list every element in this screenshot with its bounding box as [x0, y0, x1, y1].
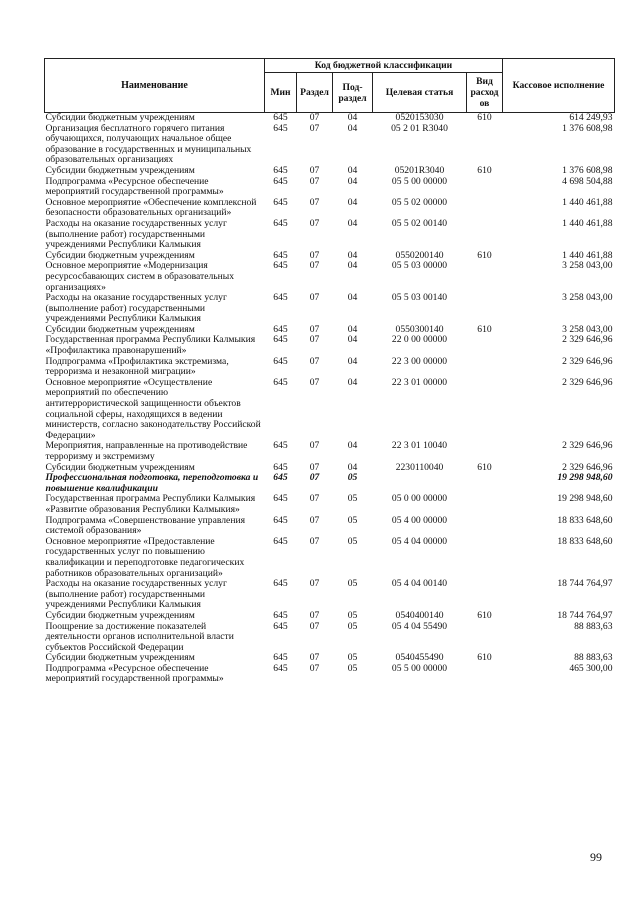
cell-statya: 05 5 03 00000	[391, 260, 448, 272]
cell-razdel: 07	[309, 652, 320, 664]
cell-vid	[467, 664, 503, 685]
cell-statya: 22 3 01 00000	[391, 376, 448, 388]
table-row	[45, 664, 615, 685]
cell-podrazdel: 05	[347, 662, 358, 674]
cell-name: Подпрограмма «Совершенствование управления системой образования»	[45, 514, 245, 537]
cell-sum: 465 300,00	[569, 662, 613, 674]
cell-name: Субсидии бюджетным учреждениям	[45, 323, 195, 335]
cell-razdel: 07	[309, 620, 320, 632]
cell-statya: 05 4 04 00000	[391, 535, 448, 547]
cell-name: Подпрограмма «Профилактика экстремизма, терроризма и незаконной миграции»	[45, 355, 229, 378]
cell-sum: 4 698 504,88	[562, 175, 613, 187]
cell-razdel: 07	[309, 112, 320, 123]
cell-vid: 610	[477, 112, 492, 123]
cell-name: Субсидии бюджетным учреждениям	[45, 652, 195, 664]
cell-statya: 05 5 02 00140	[391, 217, 448, 229]
table-row	[45, 494, 615, 515]
cell-sum: 2 329 646,96	[562, 355, 613, 367]
cell-name: Организация бесплатного горячего питания обучающихся, получающих начальное общее образование в государственных и муниципальных образовательных организациях	[45, 122, 252, 166]
cell-statya: 0520153030	[395, 112, 444, 123]
cell-name: Субсидии бюджетным учреждениям	[45, 249, 195, 261]
table-row	[45, 357, 615, 378]
cell-razdel: 07	[309, 662, 320, 674]
table-row	[45, 335, 615, 356]
cell-sum: 19 298 948,60	[557, 493, 613, 505]
cell-razdel: 07	[309, 164, 320, 176]
cell-name: Государственная программа Республики Калмыкия «Развитие образования Республики Калмыкия»	[45, 493, 256, 515]
cell-podrazdel: 04	[347, 440, 358, 452]
cell-razdel: 07	[309, 535, 320, 547]
cell-vid	[467, 198, 503, 219]
cell-statya: 22 0 00 00000	[391, 334, 448, 346]
cell-podrazdel: 04	[347, 323, 358, 335]
cell-name: Расходы на оказание государственных услуг (выполнение работ) государственными учреждениями Республики Калмыкия	[45, 578, 227, 611]
cell-name: Субсидии бюджетным учреждениям	[45, 112, 195, 123]
cell-razdel: 07	[309, 260, 320, 272]
cell-min: 645	[273, 175, 288, 187]
cell-podrazdel: 05	[347, 493, 358, 505]
cell-razdel: 07	[309, 175, 320, 187]
cell-sum: 1 376 608,98	[562, 122, 613, 134]
cell-min: 645	[273, 112, 288, 123]
table-row	[45, 113, 615, 124]
cell-vid	[467, 378, 503, 442]
cell-razdel: 07	[309, 472, 320, 484]
cell-razdel: 07	[309, 461, 320, 473]
cell-min: 645	[273, 440, 288, 452]
header-kassovoe: Кассовое исполнение	[503, 59, 615, 113]
cell-min: 645	[273, 355, 288, 367]
budget-table	[44, 58, 615, 685]
table-row	[45, 622, 615, 654]
cell-vid: 610	[477, 461, 492, 473]
table-row	[45, 261, 615, 293]
cell-podrazdel: 04	[347, 376, 358, 388]
cell-vid	[467, 494, 503, 515]
cell-name: Основное мероприятие «Предоставление государственных услуг по повышению квалификации и переподготовке педагогических работников образовательных организаций»	[45, 535, 245, 579]
table-row	[45, 441, 615, 462]
cell-razdel: 07	[309, 440, 320, 452]
cell-sum: 2 329 646,96	[562, 461, 613, 473]
cell-sum: 18 744 764,97	[557, 578, 613, 590]
table-row	[45, 473, 615, 494]
cell-podrazdel: 05	[347, 652, 358, 664]
cell-podrazdel: 04	[347, 249, 358, 261]
cell-vid: 610	[477, 249, 492, 261]
cell-statya: 05 5 02 00000	[391, 196, 448, 208]
table-row	[45, 219, 615, 251]
cell-min: 645	[273, 376, 288, 388]
cell-statya: 22 3 01 10040	[391, 440, 448, 452]
cell-min: 645	[273, 609, 288, 621]
header-razdel: Раздел	[297, 73, 333, 113]
cell-min: 645	[273, 652, 288, 664]
cell-vid	[467, 537, 503, 579]
header-kod-group: Код бюджетной классификации	[265, 59, 503, 73]
cell-min: 645	[273, 535, 288, 547]
cell-name: Основное мероприятие «Осуществление мероприятий по обеспечению антитеррористической защищенности объектов социальной сферы, находящихся в ведении министерств, согласно законодательству Российской Федерации»	[45, 376, 261, 441]
cell-podrazdel: 04	[347, 196, 358, 208]
cell-podrazdel: 04	[347, 461, 358, 473]
cell-razdel: 07	[309, 323, 320, 335]
cell-sum: 18 833 648,60	[557, 514, 613, 526]
cell-vid	[467, 124, 503, 166]
cell-sum: 1 376 608,98	[562, 164, 613, 176]
cell-razdel: 07	[309, 514, 320, 526]
cell-min: 645	[273, 578, 288, 590]
cell-name: Расходы на оказание государственных услуг (выполнение работ) государственными учреждениями Республики Калмыкия	[45, 217, 227, 251]
cell-statya: 05 5 03 00140	[391, 292, 448, 304]
cell-sum: 19 298 948,60	[557, 472, 613, 484]
cell-podrazdel: 04	[347, 112, 358, 123]
cell-min: 645	[273, 292, 288, 304]
cell-podrazdel: 04	[347, 292, 358, 304]
cell-podrazdel: 04	[347, 355, 358, 367]
cell-vid	[467, 622, 503, 654]
table-row	[45, 537, 615, 579]
cell-vid	[467, 177, 503, 198]
cell-vid	[467, 441, 503, 462]
cell-name: Субсидии бюджетным учреждениям	[45, 164, 195, 176]
cell-min: 645	[273, 472, 288, 484]
cell-podrazdel: 05	[347, 609, 358, 621]
cell-razdel: 07	[309, 355, 320, 367]
cell-razdel: 07	[309, 122, 320, 134]
cell-sum: 3 258 043,00	[562, 260, 613, 272]
cell-sum: 18 833 648,60	[557, 535, 613, 547]
cell-vid: 610	[477, 609, 492, 621]
table-row	[45, 516, 615, 537]
header-statya: Целевая статья	[373, 73, 467, 113]
cell-statya: 05 5 00 00000	[391, 175, 448, 187]
cell-min: 645	[273, 620, 288, 632]
table-body	[45, 113, 615, 686]
cell-min: 645	[273, 122, 288, 134]
cell-razdel: 07	[309, 196, 320, 208]
cell-podrazdel: 04	[347, 217, 358, 229]
cell-sum: 2 329 646,96	[562, 440, 613, 452]
cell-sum: 1 440 461,88	[562, 249, 613, 261]
document-page	[44, 58, 614, 685]
cell-statya: 0550300140	[395, 323, 444, 335]
cell-vid	[467, 357, 503, 378]
cell-statya: 05 4 04 55490	[391, 620, 448, 632]
cell-sum: 18 744 764,97	[557, 609, 613, 621]
cell-vid	[467, 579, 503, 611]
cell-razdel: 07	[309, 578, 320, 590]
cell-name: Мероприятия, направленные на противодействие терроризму и экстремизму	[45, 440, 248, 462]
table-row	[45, 166, 615, 177]
cell-vid	[467, 335, 503, 356]
cell-sum: 1 440 461,88	[562, 217, 613, 229]
cell-podrazdel: 05	[347, 535, 358, 547]
cell-sum: 1 440 461,88	[562, 196, 613, 208]
cell-statya: 05 4 00 00000	[391, 514, 448, 526]
cell-min: 645	[273, 461, 288, 473]
header-vid: Вид расход ов	[467, 73, 503, 113]
cell-statya: 05 0 00 00000	[391, 493, 448, 505]
cell-podrazdel: 04	[347, 175, 358, 187]
cell-podrazdel: 05	[347, 514, 358, 526]
cell-statya: 0550200140	[395, 249, 444, 261]
cell-razdel: 07	[309, 493, 320, 505]
cell-sum: 2 329 646,96	[562, 334, 613, 346]
cell-min: 645	[273, 260, 288, 272]
cell-min: 645	[273, 249, 288, 261]
page-number: 99	[590, 850, 602, 864]
cell-statya: 05 5 00 00000	[391, 662, 448, 674]
cell-podrazdel: 04	[347, 334, 358, 346]
cell-name: Основное мероприятие «Обеспечение комплексной безопасности образовательных организаций»	[45, 196, 257, 219]
cell-name: Государственная программа Республики Калмыкия «Профилактика правонарушений»	[45, 334, 256, 357]
cell-name: Расходы на оказание государственных услуг (выполнение работ) государственными учреждениями Республики Калмыкия	[45, 292, 227, 325]
cell-statya: 0540400140	[395, 609, 444, 621]
cell-name: Подпрограмма «Ресурсное обеспечение мероприятий государственной программы»	[45, 175, 224, 198]
cell-razdel: 07	[309, 376, 320, 388]
cell-sum: 88 883,63	[574, 620, 613, 632]
header-min: Мин	[265, 73, 297, 113]
cell-min: 645	[273, 217, 288, 229]
table-row	[45, 124, 615, 166]
cell-min: 645	[273, 196, 288, 208]
cell-min: 645	[273, 334, 288, 346]
cell-sum: 3 258 043,00	[562, 292, 613, 304]
cell-vid: 610	[477, 652, 492, 664]
table-row	[45, 293, 615, 325]
cell-statya: 0540455490	[395, 652, 444, 664]
cell-vid: 610	[477, 323, 492, 335]
cell-podrazdel: 05	[347, 578, 358, 590]
cell-vid: 610	[477, 164, 492, 176]
cell-min: 645	[273, 493, 288, 505]
cell-vid	[467, 261, 503, 293]
cell-razdel: 07	[309, 217, 320, 229]
table-row	[45, 579, 615, 611]
cell-razdel: 07	[309, 609, 320, 621]
cell-sum: 614 249,93	[569, 112, 613, 123]
cell-statya	[373, 473, 467, 494]
cell-sum: 2 329 646,96	[562, 376, 613, 388]
cell-razdel: 07	[309, 292, 320, 304]
cell-name: Субсидии бюджетным учреждениям	[45, 609, 195, 621]
cell-statya: 05 4 04 00140	[391, 578, 448, 590]
cell-statya: 2230110040	[395, 461, 444, 473]
cell-name: Профессиональная подготовка, переподготовка и повышение квалификации	[45, 472, 259, 494]
table-header	[45, 59, 615, 113]
cell-statya: 05 2 01 R3040	[391, 122, 448, 134]
cell-name: Подпрограмма «Ресурсное обеспечение мероприятий государственной программы»	[45, 662, 224, 685]
cell-min: 645	[273, 164, 288, 176]
cell-name: Основное мероприятие «Модернизация ресурсосбавающих систем в образовательных организациях»	[45, 260, 235, 293]
cell-razdel: 07	[309, 334, 320, 346]
table-row	[45, 378, 615, 442]
cell-min: 645	[273, 323, 288, 335]
cell-podrazdel: 04	[347, 122, 358, 134]
cell-min: 645	[273, 514, 288, 526]
cell-statya: 05201R3040	[394, 164, 445, 176]
cell-statya: 22 3 00 00000	[391, 355, 448, 367]
table-row	[45, 198, 615, 219]
header-name: Наименование	[45, 59, 265, 113]
cell-vid	[467, 473, 503, 494]
cell-vid	[467, 219, 503, 251]
header-podrazdel: Под-раздел	[333, 73, 373, 113]
cell-min: 645	[273, 662, 288, 674]
cell-name: Субсидии бюджетным учреждениям	[45, 461, 195, 473]
cell-sum: 3 258 043,00	[562, 323, 613, 335]
cell-podrazdel: 04	[347, 260, 358, 272]
table-row	[45, 611, 615, 622]
cell-podrazdel: 04	[347, 164, 358, 176]
cell-razdel: 07	[309, 249, 320, 261]
cell-sum: 88 883,63	[574, 652, 613, 664]
cell-name: Поощрение за достижение показателей деятельности органов исполнительной власти субъектов Российской Федерации	[45, 620, 234, 653]
cell-vid	[467, 293, 503, 325]
cell-podrazdel: 05	[347, 472, 358, 484]
cell-podrazdel: 05	[347, 620, 358, 632]
table-row	[45, 177, 615, 198]
cell-vid	[467, 516, 503, 537]
